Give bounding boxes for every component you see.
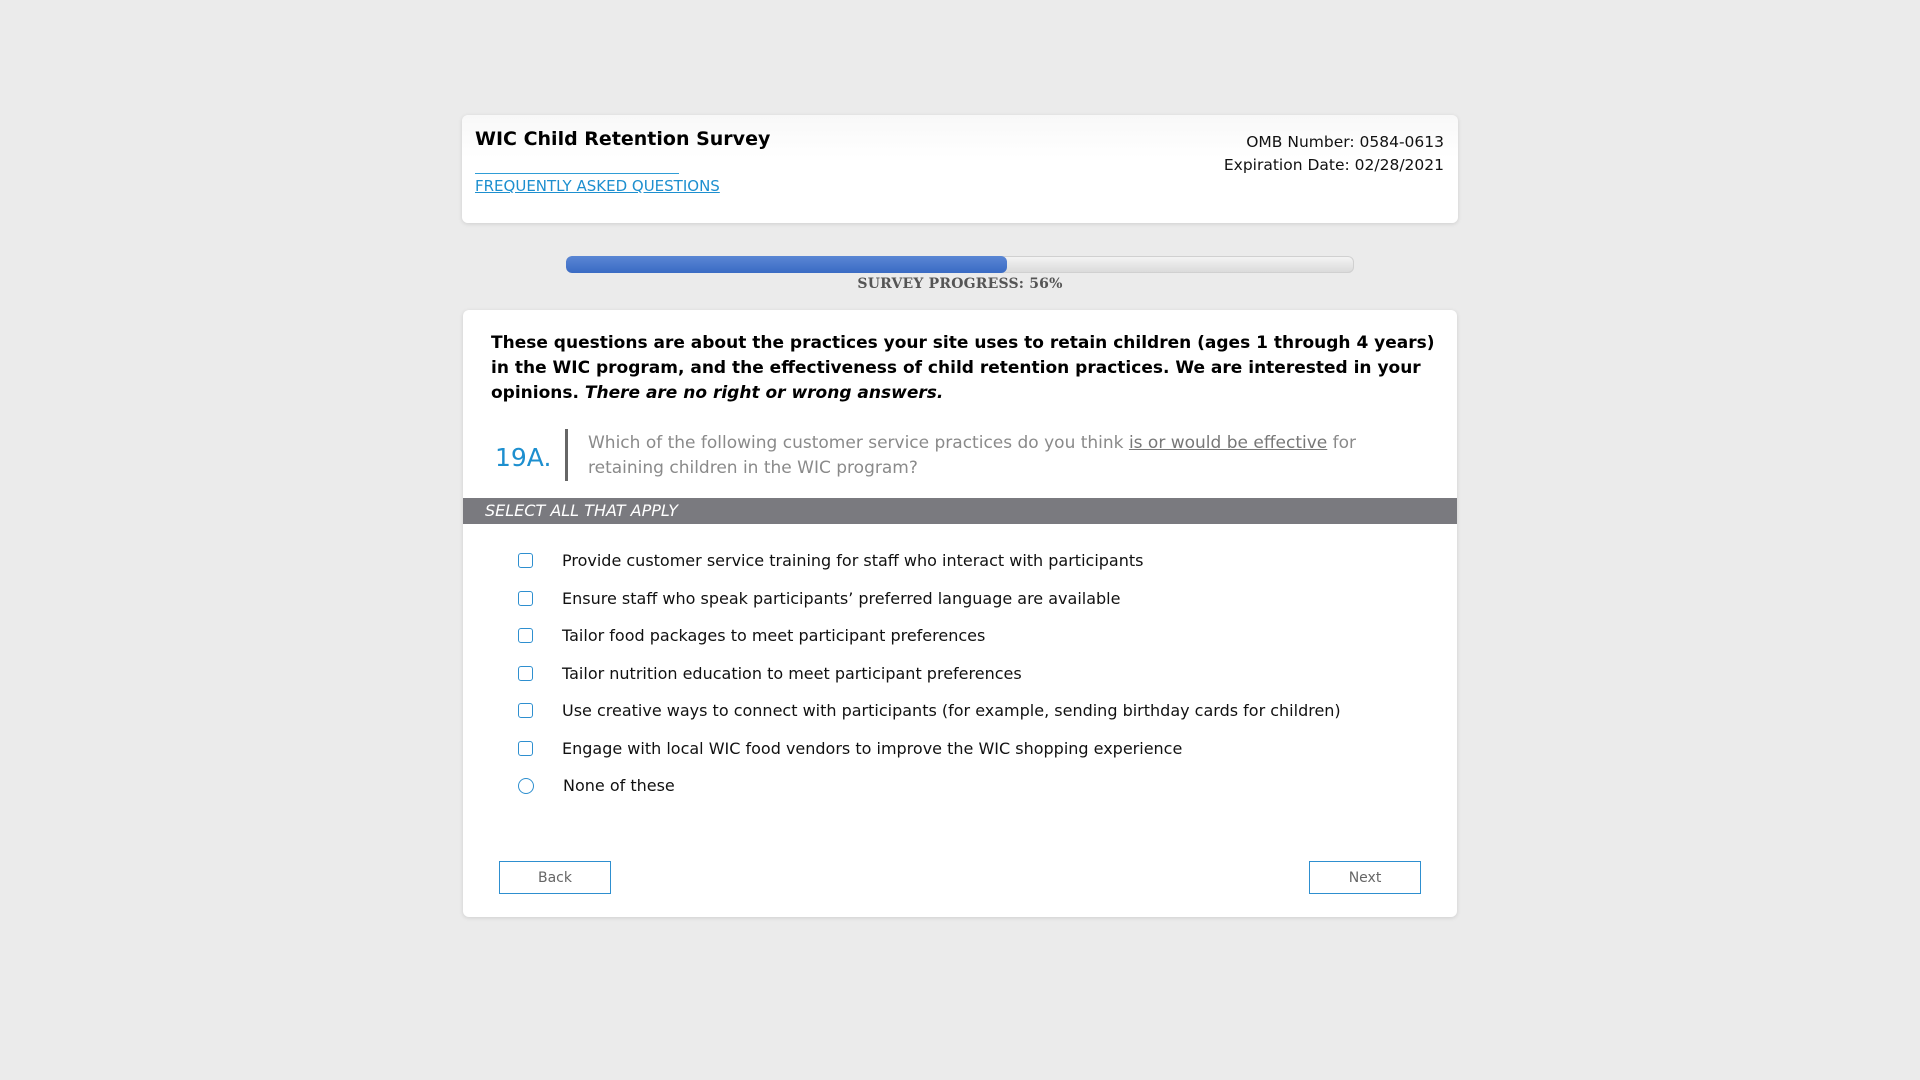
checkbox[interactable] — [518, 628, 533, 643]
expiration-date: Expiration Date: 02/28/2021 — [1223, 156, 1444, 174]
progress-bar — [566, 256, 1354, 273]
checkbox[interactable] — [518, 591, 533, 606]
question-text-after: for retaining children in the WIC program? — [588, 433, 1357, 478]
intro-text: These questions are about the practices your site uses to retain children (ages 1 through 4 years) in the WIC program, and the effectiveness of child retention practices. We are interested in your opinions. — [491, 333, 1435, 403]
option-preferred-language-staff[interactable] — [518, 580, 1418, 618]
omb-info — [1224, 131, 1444, 177]
option-customer-service-training[interactable] — [518, 542, 1418, 580]
question-divider — [565, 429, 568, 481]
omb-number: OMB Number: 0584-0613 — [1246, 133, 1444, 151]
checkbox[interactable] — [518, 741, 533, 756]
question-text-before: Which of the following customer service practices do you think — [588, 433, 1129, 453]
progress-label: SURVEY PROGRESS: 56% — [857, 276, 1063, 292]
question-card — [463, 310, 1457, 917]
option-label: Use creative ways to connect with participants (for example, sending birthday cards for children) — [562, 701, 1341, 721]
option-label: Provide customer service training for staff who interact with participants — [562, 551, 1144, 571]
question-text-underlined: is or would be effective — [1128, 433, 1328, 453]
question-intro — [491, 331, 1441, 406]
option-engage-food-vendors[interactable] — [518, 730, 1418, 768]
option-label: Tailor nutrition education to meet participant preferences — [562, 663, 1022, 683]
survey-title: WIC Child Retention Survey — [475, 128, 771, 150]
intro-emphasis: There are no right or wrong answers. — [584, 383, 944, 403]
faq-link[interactable]: FREQUENTLY ASKED QUESTIONS — [475, 177, 720, 195]
select-all-instruction: SELECT ALL THAT APPLY — [463, 498, 1457, 524]
answer-options — [518, 542, 1418, 805]
survey-header — [462, 115, 1458, 223]
option-label: None of these — [563, 776, 675, 796]
next-button[interactable]: Next — [1309, 861, 1421, 894]
radio-button[interactable] — [518, 778, 534, 794]
option-label: Engage with local WIC food vendors to improve the WIC shopping experience — [562, 738, 1183, 758]
title-divider — [475, 173, 679, 174]
question-number: 19A. — [495, 443, 552, 472]
survey-progress — [566, 256, 1354, 292]
question-text — [588, 431, 1418, 481]
option-tailor-food-packages[interactable] — [518, 617, 1418, 655]
option-label: Tailor food packages to meet participant preferences — [562, 626, 986, 646]
checkbox[interactable] — [518, 553, 533, 568]
progress-bar-fill — [566, 256, 1007, 273]
option-label: Ensure staff who speak participants’ preferred language are available — [562, 588, 1121, 608]
back-button[interactable]: Back — [499, 861, 611, 894]
option-tailor-nutrition-education[interactable] — [518, 655, 1418, 693]
option-creative-connection[interactable] — [518, 692, 1418, 730]
checkbox[interactable] — [518, 666, 533, 681]
checkbox[interactable] — [518, 703, 533, 718]
option-none-of-these[interactable] — [518, 767, 1418, 805]
